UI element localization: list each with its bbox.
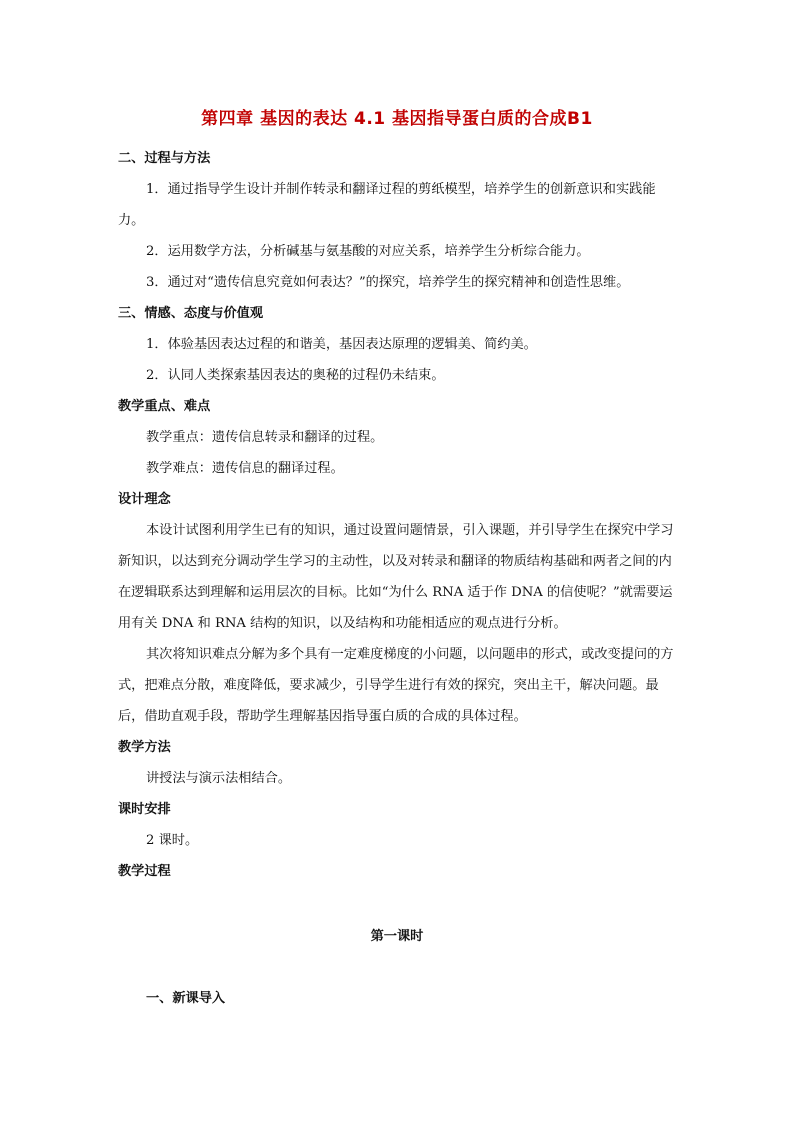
subsection-heading: 一、新课导入: [146, 991, 226, 1006]
paragraph: 本设计试图利用学生已有的知识，通过设置问题情景，引入课题，并引导学生在探究中学习新知识，以达到充分调动学生学习的主动性，以及对转录和翻译的物质结构基础和两者之间的内在逻辑联系达到理解和运用层次的目标。比如“为什么 RNA 适于作 DNA 的信使呢？”就需要运用有关 DNA 和 RNA 结构的知识，以及结构和功能相适应的观点进行分析。: [118, 523, 674, 631]
paragraph: 3．通过对“遗传信息究竟如何表达？”的探究，培养学生的探究精神和创造性思维。: [146, 275, 630, 290]
heading-teaching-process: 教学过程: [118, 864, 171, 879]
paragraph: 2 课时。: [146, 833, 199, 848]
paragraph: 1．通过指导学生设计并制作转录和翻译过程的剪纸模型，培养学生的创新意识和实践能力。: [118, 182, 656, 228]
heading-teaching-method: 教学方法: [118, 740, 171, 755]
heading-key-difficult-points: 教学重点、难点: [118, 399, 211, 414]
heading-process-methods: 二、过程与方法: [118, 151, 211, 166]
document-body: [118, 143, 678, 887]
heading-design-concept: 设计理念: [118, 492, 171, 507]
heading-emotion-values: 三、情感、态度与价值观: [118, 306, 264, 321]
document-title: 第四章 基因的表达 4.1 基因指导蛋白质的合成B1: [201, 109, 593, 129]
paragraph: 教学重点：遗传信息转录和翻译的过程。: [146, 430, 384, 445]
paragraph: 1．体验基因表达过程的和谐美，基因表达原理的逻辑美、简约美。: [146, 337, 537, 352]
paragraph: 教学难点：遗传信息的翻译过程。: [146, 461, 344, 476]
heading-class-schedule: 课时安排: [118, 802, 171, 817]
paragraph: 2．认同人类探索基因表达的奥秘的过程仍未结束。: [146, 368, 445, 383]
paragraph: 讲授法与演示法相结合。: [146, 771, 292, 786]
paragraph: 2．运用数学方法，分析碱基与氨基酸的对应关系，培养学生分析综合能力。: [146, 244, 590, 259]
paragraph: 其次将知识难点分解为多个具有一定难度梯度的小问题，以问题串的形式，或改变提问的方式，把难点分散，难度降低，要求减少，引导学生进行有效的探究，突出主干，解决问题。最后，借助直观手段，帮助学生理解基因指导蛋白质的合成的具体过程。: [118, 647, 674, 724]
section-heading: 第一课时: [370, 929, 424, 944]
